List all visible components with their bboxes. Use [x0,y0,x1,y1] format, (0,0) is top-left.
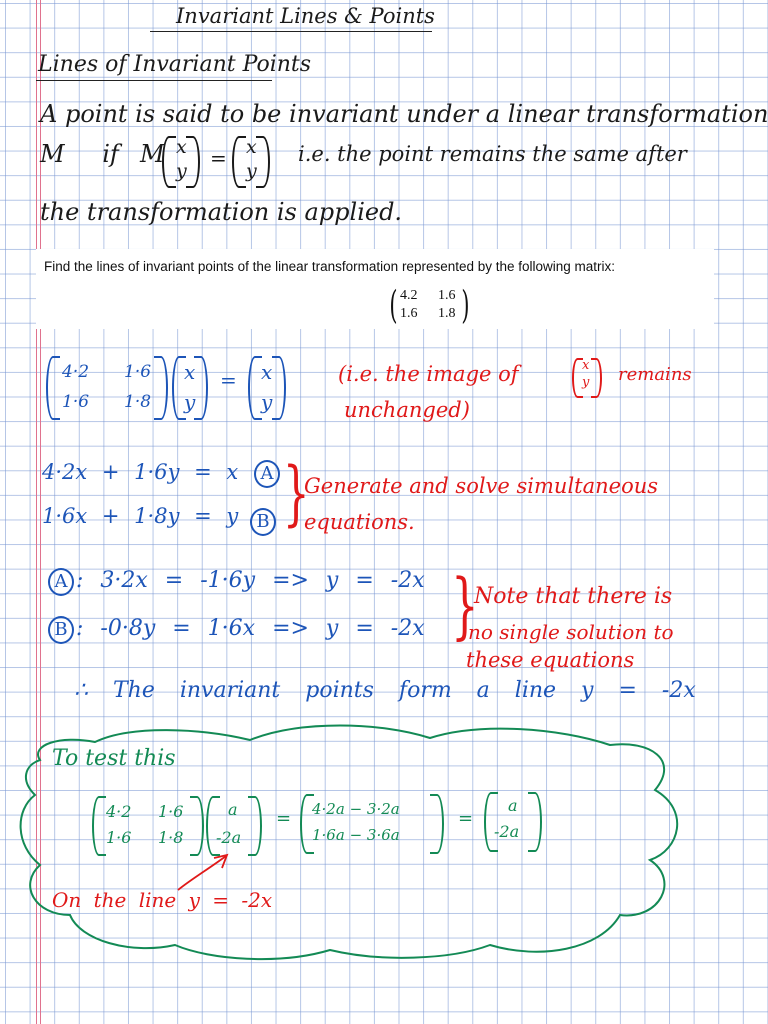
test-matrix: 4·2 1·6 1·6 1·8 [92,796,204,856]
equation-a: 4·2x + 1·6y = x [42,460,239,484]
conclusion: ∴ The invariant points form a line y = -2x [74,678,696,703]
solution-b: : -0·8y = 1·6x => y = -2x [76,616,425,641]
red-note-unchanged: unchanged) [344,398,470,422]
test-vector: a -2a [206,796,262,856]
red-note-generate: Generate and solve simultaneous [304,474,659,498]
solution-a: : 3·2x = -1·6y => y = -2x [76,568,425,593]
definition-line-3: the transformation is applied. [40,198,403,226]
blue-matrix: 4·2 1·6 1·6 1·8 [46,356,168,420]
equation-b: 1·6x + 1·8y = y [42,504,239,528]
blue-equals: = [220,368,237,392]
definition-vector-xy: x y [162,136,200,188]
definition-line-2-end: i.e. the point remains the same after [298,142,687,166]
definition-matrix-M: M [140,140,165,168]
red-brace-2: } [451,563,479,647]
definition-equals: = [210,146,227,170]
question-matrix: ( ) 4.2 1.6 1.6 1.8 [389,283,470,327]
equation-a-label: A [254,460,280,488]
red-brace-1: } [282,452,310,534]
definition-line-2-start: M if [40,140,119,168]
definition-line-1: A point is said to be invariant under a linear transformation [40,100,768,128]
blue-vector-xy: x y [172,356,208,420]
red-note-image-part1: (i.e. the image of [338,362,519,386]
equation-b-label: B [250,508,276,536]
solution-a-label: A [48,568,74,596]
section-heading: Lines of Invariant Points [38,52,312,77]
test-heading: To test this [52,746,176,771]
blue-vector-xy-result: x y [248,356,286,420]
test-final-vector: a -2a [484,792,542,852]
test-equals-1: = [276,808,292,829]
red-note-on-line: On the line y = -2x [52,888,273,912]
red-note-vector: x y [572,358,602,398]
test-result-matrix: 4·2a − 3·2a 1·6a − 3·6a [300,794,444,854]
page-title: Invariant Lines & Points [176,4,435,28]
solution-b-label: B [48,616,74,644]
red-note-single-3: these equations [466,648,635,672]
definition-vector-xy-result: x y [232,136,270,188]
red-note-image-part2: remains [618,364,692,385]
red-note-single-2: no single solution to [468,620,674,644]
question-text: Find the lines of invariant points of the linear transformation represented by the following matrix: [44,259,616,274]
red-note-equations: equations. [304,510,415,534]
red-note-single-1: Note that there is [474,584,673,609]
test-equals-2: = [458,808,474,829]
